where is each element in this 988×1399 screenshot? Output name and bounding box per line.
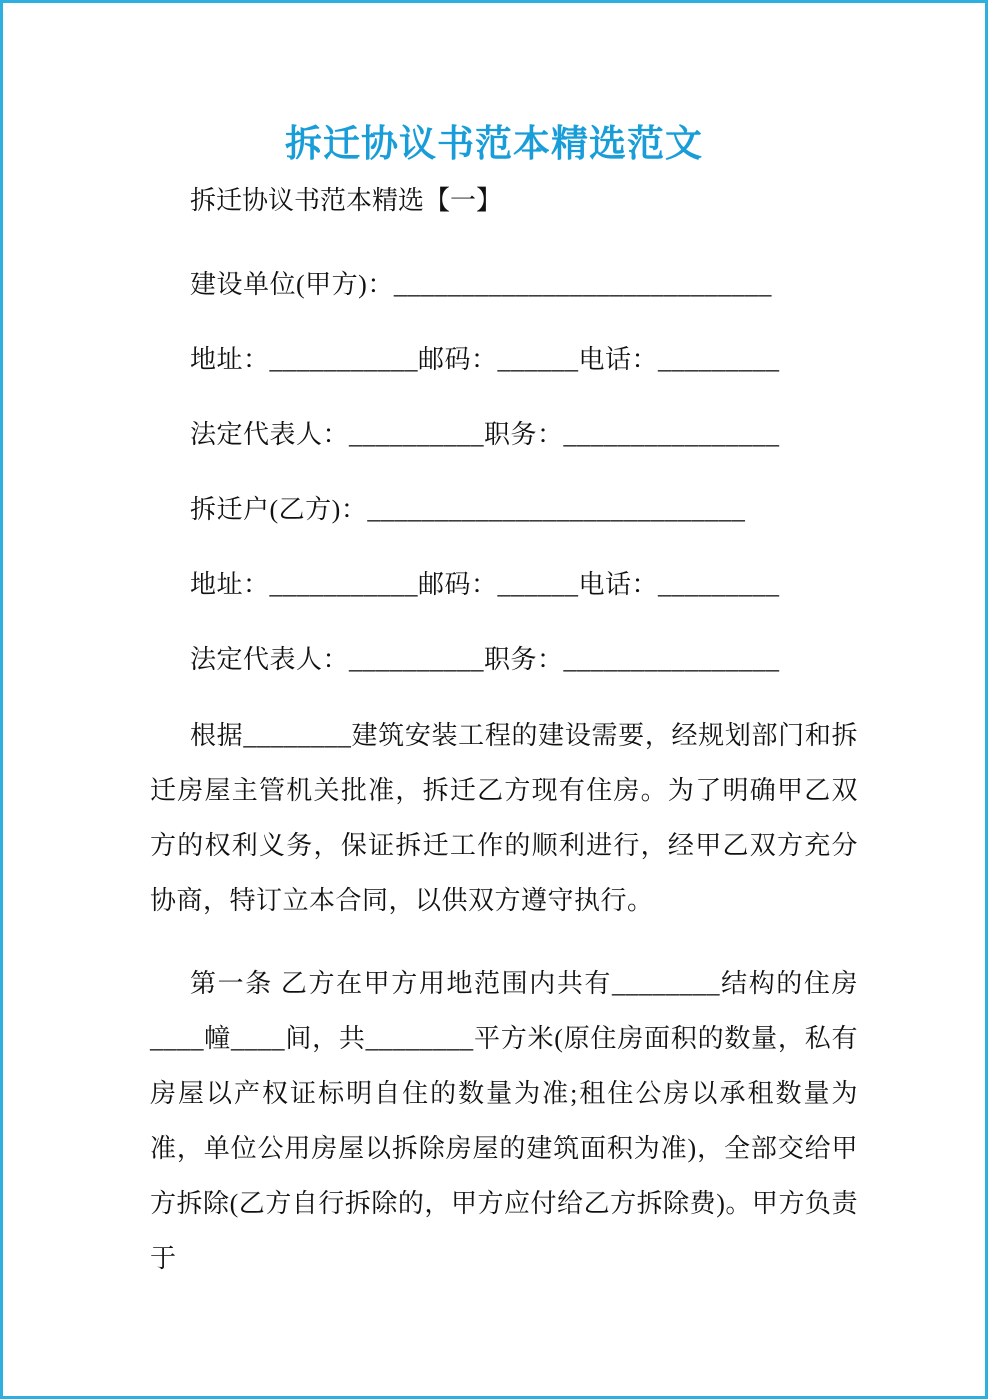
- form-line-party-a: 建设单位(甲方)：____________________________: [190, 270, 772, 299]
- doc-subtitle: 拆迁协议书范本精选【一】: [190, 186, 503, 215]
- form-line-party-a-address: 地址：___________邮码：______电话：_________: [190, 345, 780, 374]
- form-line-party-a-representative: 法定代表人：__________职务：________________: [190, 420, 780, 449]
- form-line-party-b-address: 地址：___________邮码：______电话：_________: [190, 570, 780, 599]
- form-line-party-b-representative: 法定代表人：__________职务：________________: [190, 645, 780, 674]
- body-paragraph-article-1: 第一条 乙方在甲方用地范围内共有________结构的住房____幢____间，共________平方米(原住房面积的数量，私有房屋以产权证标明自住的数量为准;租住公房以承租数量为准，单位公用房屋以拆除房屋的建筑面积为准)，全部交给甲方拆除(乙方自行拆除的，甲方应付给乙方拆除费)。甲方负责于: [150, 969, 858, 1273]
- doc-title: 拆迁协议书范本精选范文: [285, 124, 703, 165]
- form-line-party-b: 拆迁户(乙方)：____________________________: [190, 495, 746, 524]
- doc-body: [150, 183, 858, 1286]
- body-paragraph-preamble: 根据________建筑安装工程的建设需要，经规划部门和拆迁房屋主管机关批准，拆迁乙方现有住房。为了明确甲乙双方的权利义务，保证拆迁工作的顺利进行，经甲乙双方充分协商，特订立本合同，以供双方遵守执行。: [150, 721, 858, 915]
